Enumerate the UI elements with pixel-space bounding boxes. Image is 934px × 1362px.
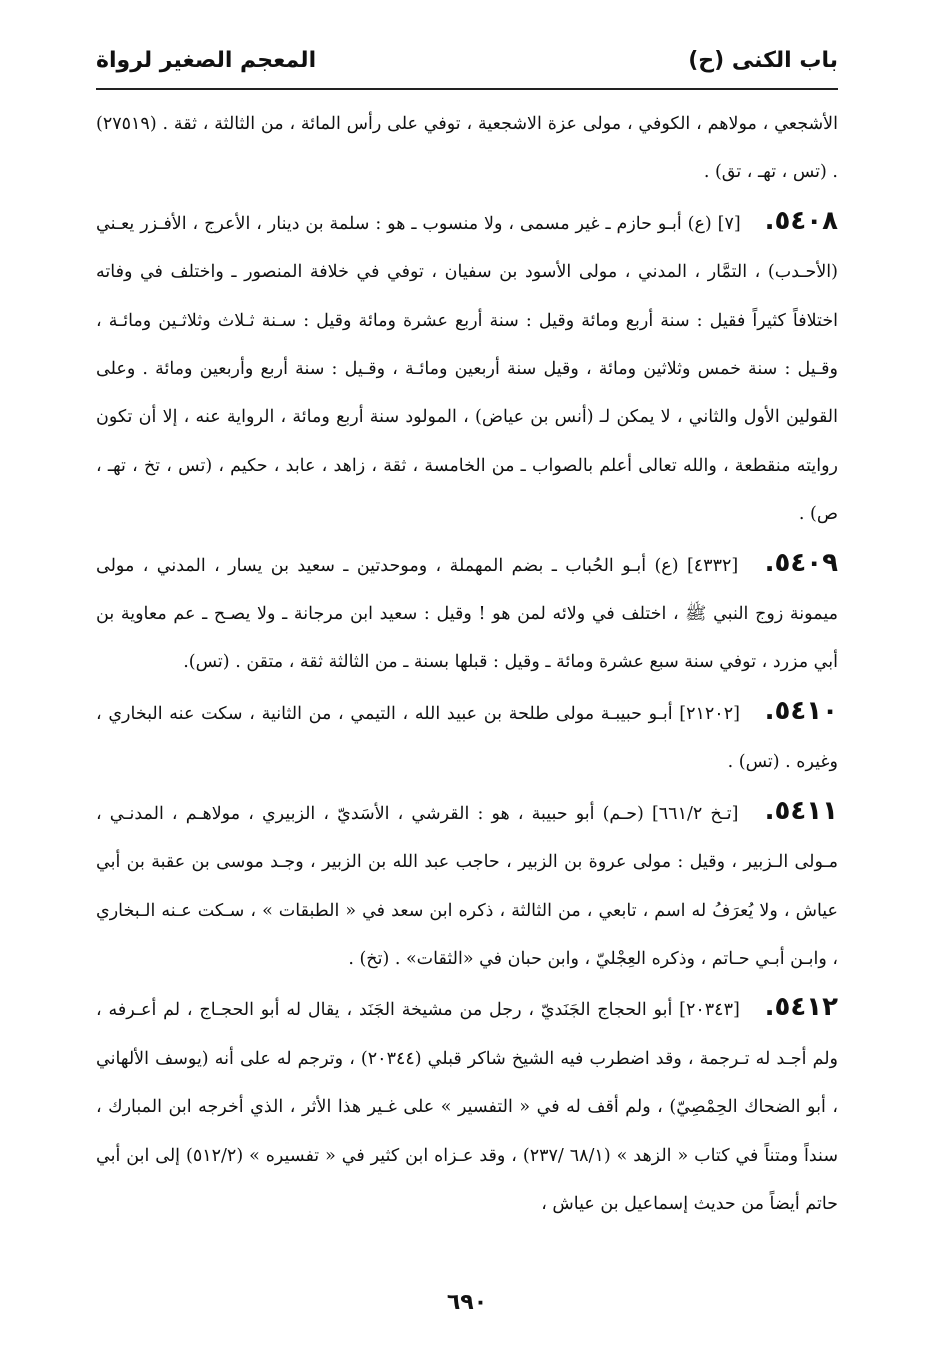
- page-body: [96, 100, 838, 1228]
- book-title: المعجم الصغير لرواة: [96, 47, 317, 73]
- continuation-paragraph: الأشجعي ، مولاهم ، الكوفي ، مولى عزة الاشجعية ، توفي على رأس المائة ، من الثالثة ، ثقة . (٢٧٥١٩) . (تس ، تهـ ، تق) .: [96, 114, 838, 183]
- chapter-title: باب الكنى (ح): [688, 47, 838, 73]
- header-rule: [96, 88, 838, 90]
- entry-5412: [96, 983, 838, 1228]
- entry-5411: [96, 787, 838, 984]
- entry-number: ٥٤١٠.: [764, 695, 838, 726]
- page-number: ٦٩٠: [446, 1290, 488, 1315]
- entry-text: [٢١٢٠٢] أبـو حبيبـة مولى طلحة بن عبيد الله ، التيمي ، من الثانية ، سكت عنه البخاري ، وغيره . (تس) .: [96, 703, 838, 773]
- entry-number: ٥٤٠٩.: [764, 547, 838, 578]
- entry-number: ٥٤١١.: [764, 795, 838, 826]
- entry-5408: [96, 197, 838, 539]
- entry-5410: [96, 687, 838, 787]
- entry-number: ٥٤٠٨.: [764, 205, 838, 236]
- entry-number: ٥٤١٢.: [764, 992, 838, 1023]
- entry-text: [٧] (ع) أبـو حازم ـ غير مسمى ، ولا منسوب ـ هو : سلمة بن دينار ، الأعرج ، الأفـزر يعـني (الأحـدب) ، التمَّار ، المدني ، مولى الأسود بن سفيان ، توفي في خلافة المنصور ـ واختلف في وفاته اختلافاً كثيراً فقيل : سنة أربع ومائة وقيل : سنة أربع عشرة ومائة وقيل : سـنة ثـلاث وثلاثـين ومائـة ، وقـيل : سنة خمس وثلاثين ومائة ، وقيل سنة أربعين ومائـة ، وقـيل : سنة أربع وأربعين ومائة . وعلى القولين الأول والثاني ، لا يمكن لـ (أنس بن عياض) ، المولود سنة أربع ومائة ، الرواية عنه ، إلا أن تكون روايته منقطعة ، والله تعالى أعلم بالصواب ـ من الخامسة ، ثقة ، زاهد ، عابد ، حكيم ، (تس ، تخ ، تهـ ، ص) .: [96, 213, 838, 525]
- entry-text: [تـخ ٦٦١/٢] (حـم) أبو حبيبة ، هو : القرشي ، الأسَديّ ، الزبيري ، مولاهـم ، المدنـي ، مـولى الـزبير ، وقيل : مولى عروة بن الزبير ، حاجب عبد الله بن الزبير ، وجـد موسى بن عقبة بن أبي عياش ، ولا يُعرَفُ له اسم ، تابعي ، من الثالثة ، ذكره ابن سعد في « الطبقات » ، سـكت عـنه الـبخاري ، وابـن أبـي حـاتم ، وذكره العِجْليّ ، وابن حبان في «الثقات» . (تخ) .: [96, 803, 838, 969]
- entry-5409: [96, 539, 838, 687]
- page-header: [96, 34, 838, 86]
- entry-text: [٢٠٣٤٣] أبو الحجاج الجَنَديّ ، رجل من مشيخة الجَنَد ، يقال له أبو الحجـاج ، لم أعـرفه ، ولم أجـد له تـرجمة ، وقد اضطرب فيه الشيخ شاكر قبلي (٢٠٣٤٤) ، وترجم له على أنه (يوسف الألهاني ، أبو الضحاك الحِمْصِيّ) ، ولم أقف له في « التفسير » على غـير هذا الأثر ، الذي أخرجه ابن المبارك ، سنداً ومتناً في كتاب « الزهد » (٦٨/١ /٢٣٧) ، وقد عـزاه ابن كثير في « تفسيره » (٥١٢/٢) إلى ابن أبي حاتم أيضاً من حديث إسماعيل بن عياش ،: [96, 1000, 839, 1214]
- entry-text: [٤٣٣٢] (ع) أبـو الحُباب ـ بضم المهملة ، وموحدتين ـ سعيد بن يسار ، المدني ، مولى ميمونة زوج النبي ﷺ ، اختلف في ولائه لمن هو ! وقيل : سعيد ابن مرجانة ـ ولا يصـح ـ عم معاوية بن أبي مزرد ، توفي سنة سبع عشرة ومائة ـ وقيل : قبلها بسنة ـ من الثالثة ثقة ، متقن . (تس).: [96, 555, 838, 673]
